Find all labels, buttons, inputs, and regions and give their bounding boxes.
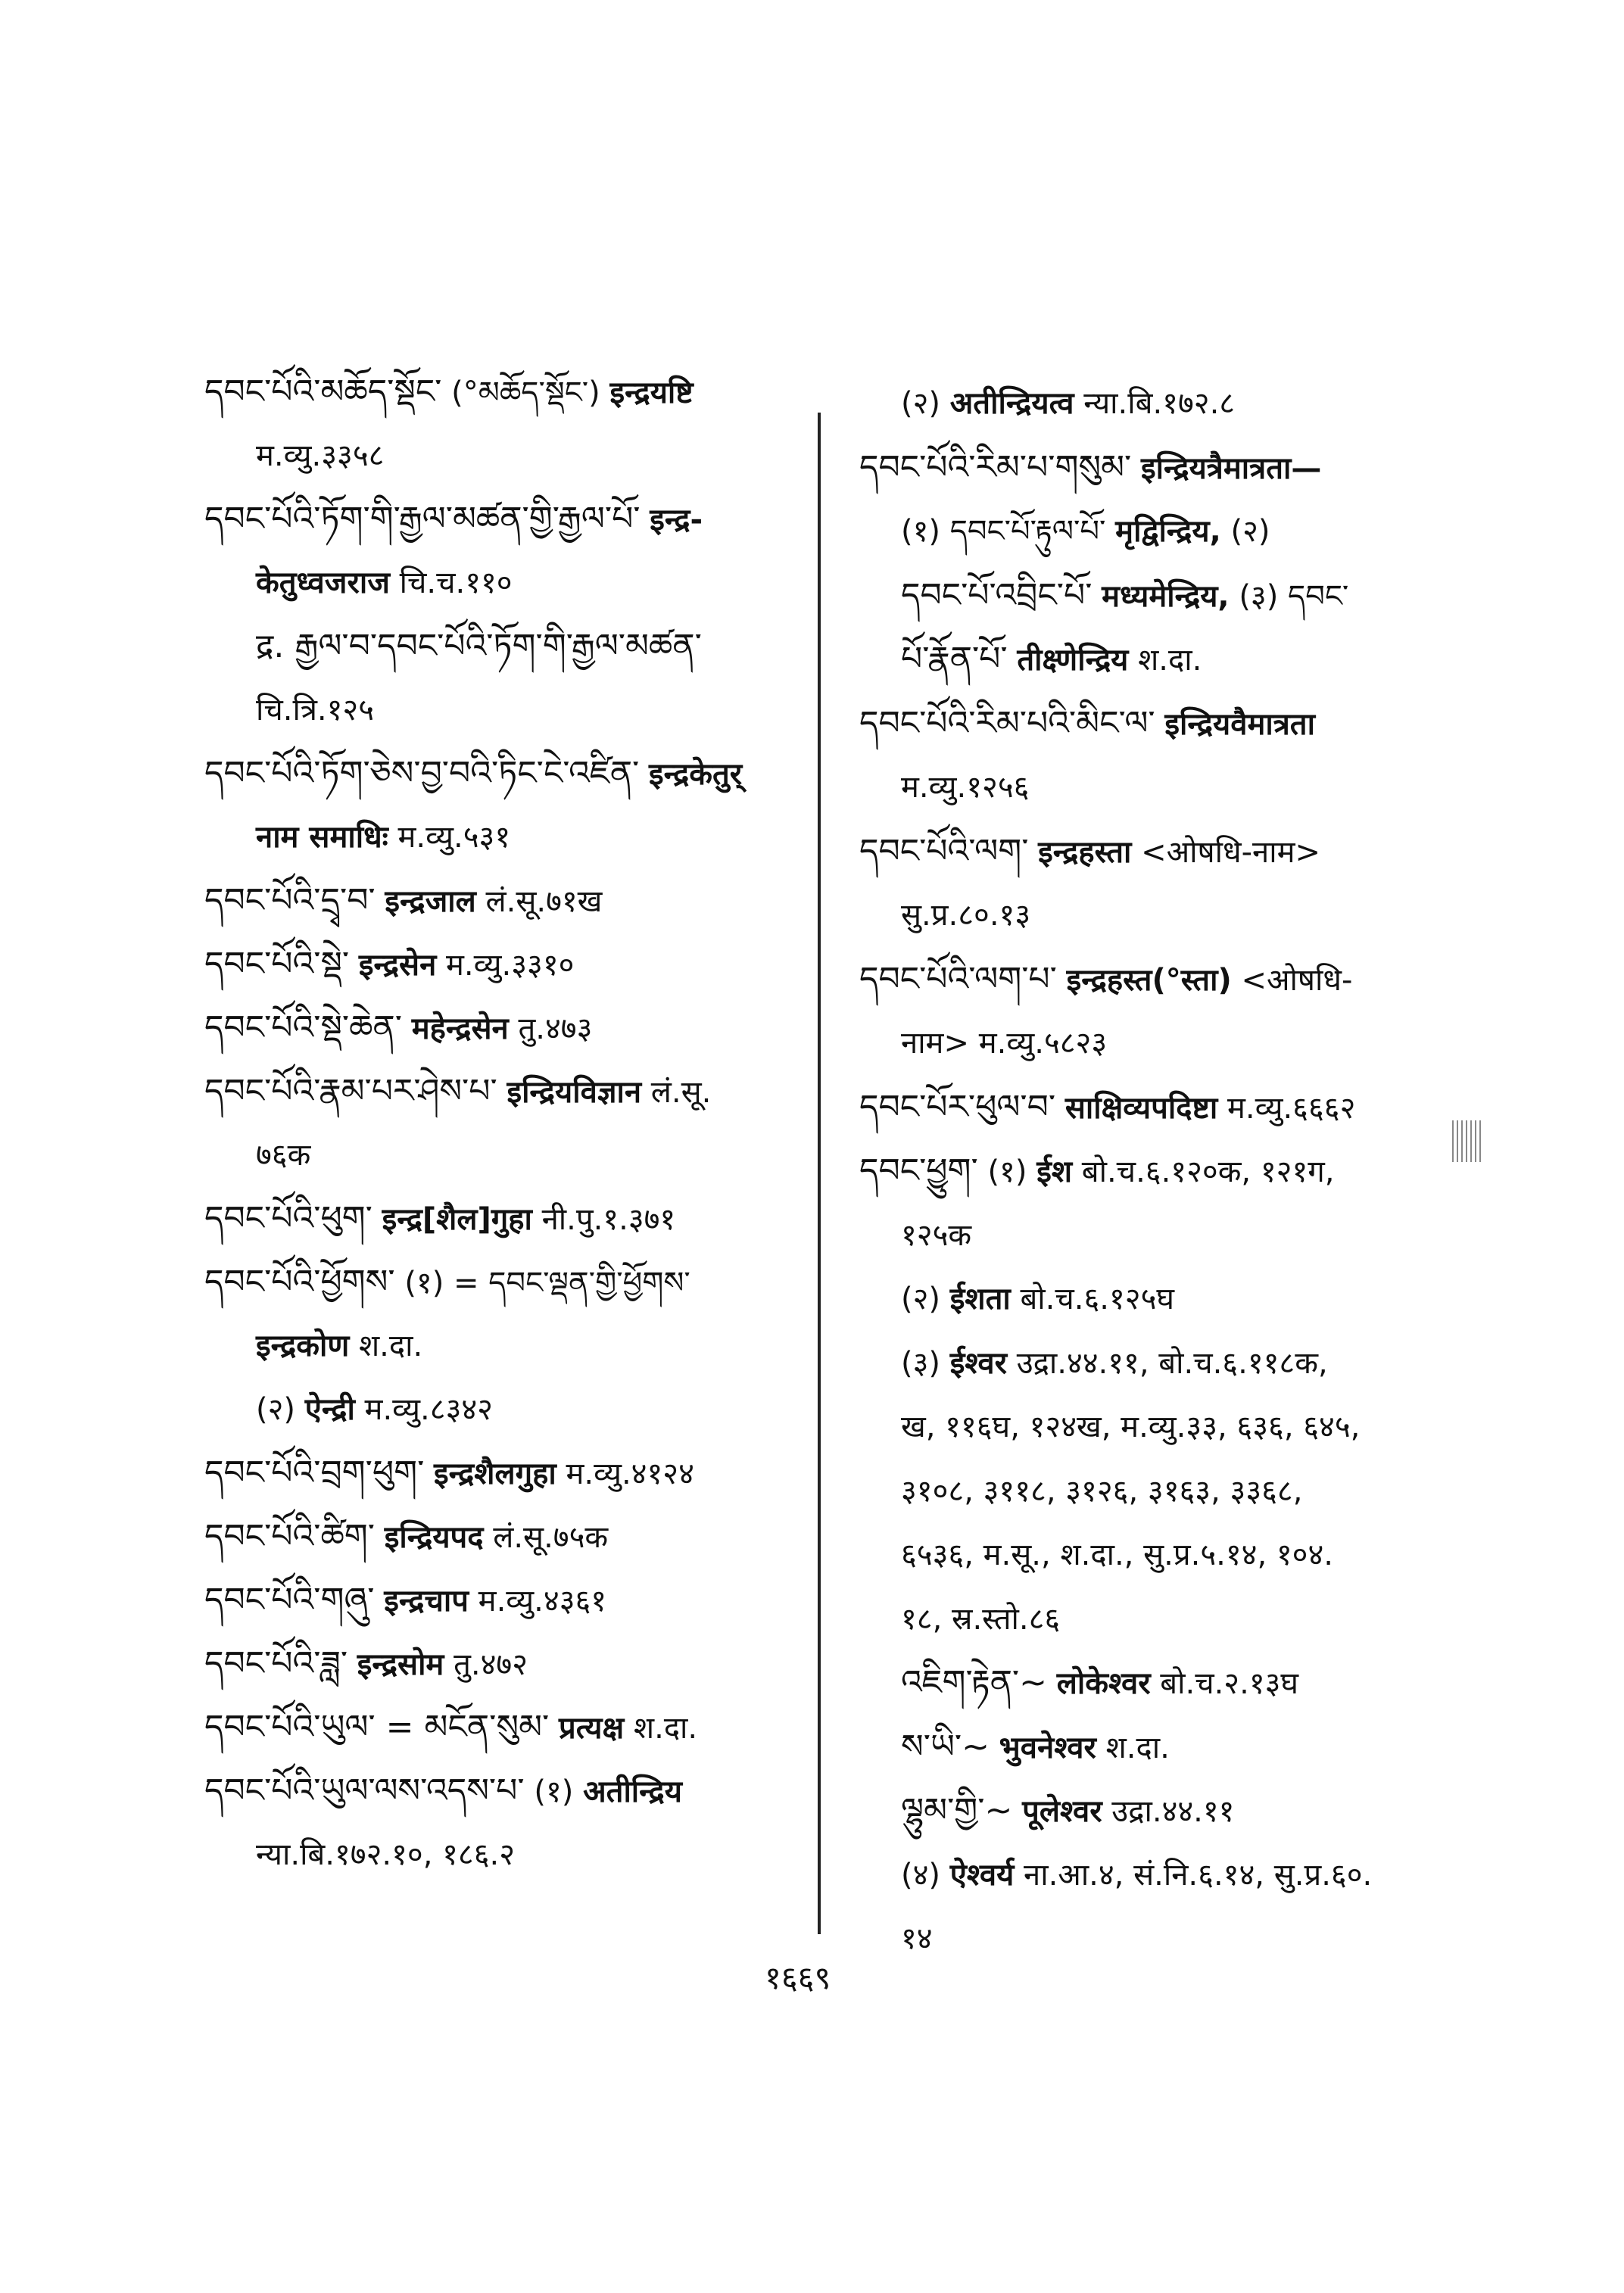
source-reference: चि.च.११० bbox=[399, 565, 513, 600]
sanskrit-equivalent: प्रत्यक्ष bbox=[558, 1711, 625, 1746]
sanskrit-equivalent: भुवनेश्वर bbox=[999, 1730, 1096, 1765]
source-reference: सु.प्र.८०.१३ bbox=[901, 898, 1031, 933]
entry-line bbox=[204, 1643, 528, 1686]
entry-line bbox=[901, 575, 1348, 618]
tibetan-headword: དབང་པོའི་ཟླ་ bbox=[204, 1644, 348, 1683]
entry-line bbox=[256, 1325, 422, 1367]
entry-line bbox=[256, 435, 384, 477]
sanskrit-equivalent: इन्द्रहस्ता bbox=[1038, 834, 1132, 870]
entry-line bbox=[204, 371, 694, 414]
source-reference: नी.पु.१.३७१ bbox=[541, 1202, 676, 1237]
tibetan-headword: དབང་པོའི་གཞུ་ bbox=[204, 1581, 375, 1619]
entry-line bbox=[901, 894, 1030, 936]
entry-line bbox=[859, 830, 1320, 874]
sanskrit-equivalent: इन्द्रकोण bbox=[256, 1329, 350, 1363]
entry-line bbox=[256, 562, 513, 604]
entry-marker: (१) bbox=[987, 1154, 1027, 1189]
tibetan-headword: དབང་པོའི་མཆོད་སྡོང་ bbox=[204, 372, 442, 411]
sanskrit-equivalent: इन्द्रियत्रैमात्रता— bbox=[1140, 450, 1322, 486]
entry-line bbox=[256, 1388, 493, 1431]
sanskrit-equivalent: इन्द्रयष्टि bbox=[609, 375, 694, 410]
source-reference: लं.सू. bbox=[650, 1075, 712, 1110]
source-reference: म.व्यु.३३५८ bbox=[256, 438, 385, 473]
tibetan-headword: དབང་པོའི་སྡེ་ཆེན་ bbox=[204, 1008, 403, 1047]
entry-marker: (२) bbox=[901, 1282, 941, 1316]
sanskrit-equivalent: महेन्द्रसेन bbox=[411, 1011, 509, 1046]
tibetan-headword: དབང་པོ་འབྲིང་པོ་ bbox=[901, 575, 1093, 615]
entry-line bbox=[901, 1470, 1302, 1513]
sanskrit-equivalent: लोकेश्वर bbox=[1056, 1666, 1151, 1701]
source-reference: ना.आ.४, सं.नि.६.१४, सु.प्र.६०. bbox=[1024, 1857, 1373, 1893]
sanskrit-equivalent: इन्द्रियवैमात्रता bbox=[1164, 706, 1315, 742]
entry-line bbox=[204, 880, 602, 923]
entry-line bbox=[204, 1261, 690, 1304]
sanskrit-equivalent: इन्द्रियविज्ञान bbox=[507, 1075, 642, 1110]
entry-line bbox=[204, 1452, 694, 1495]
entry-line bbox=[901, 766, 1029, 808]
sanskrit-equivalent: इन्द्रसोम bbox=[357, 1647, 444, 1682]
source-reference: ६५३६, म.सू., श.दा., सु.प्र.५.१४, १०४. bbox=[901, 1537, 1333, 1572]
source-reference: ख, ११६घ, १२४ख, म.व्यु.३३, ६३६, ६४५, bbox=[901, 1410, 1361, 1444]
source-reference: बो.च.६.१२०क, १२१ग, bbox=[1081, 1154, 1335, 1189]
sanskrit-equivalent: इन्द्रियपद bbox=[384, 1520, 484, 1555]
sanskrit-equivalent: अतीन्द्रियत्व bbox=[949, 386, 1074, 421]
entry-line bbox=[256, 689, 374, 731]
tibetan-headword: དབང་པོའི་ཡུལ་ལས་འདས་པ་ bbox=[204, 1771, 525, 1810]
entry-line bbox=[256, 816, 510, 858]
source-reference: तु.४७३ bbox=[518, 1011, 593, 1046]
entry-marker: (३) bbox=[901, 1345, 941, 1381]
entry-line bbox=[901, 1918, 933, 1960]
entry-line bbox=[901, 1022, 1107, 1064]
entry-line bbox=[901, 1726, 1170, 1769]
entry-line bbox=[859, 958, 1352, 1002]
source-reference: म.व्यु.४१२४ bbox=[566, 1456, 694, 1491]
source-reference: म.व्यु.८३४२ bbox=[364, 1392, 493, 1427]
source-reference: श.दा. bbox=[633, 1711, 698, 1746]
sanskrit-equivalent: ईश्वर bbox=[949, 1345, 1007, 1381]
source-reference: म.व्यु.४३६१ bbox=[478, 1584, 607, 1618]
sanskrit-equivalent: इन्द्रजाल bbox=[385, 884, 476, 919]
source-reference: म.व्यु.१२५६ bbox=[901, 770, 1030, 805]
source-reference: न्या.बि.१७२.८ bbox=[1083, 386, 1236, 421]
entry-line bbox=[859, 447, 1321, 490]
column-divider bbox=[818, 413, 821, 1934]
entry-marker: (°མཆོད་སྡོང་) bbox=[451, 375, 600, 410]
source-reference: बो.च.६.१२५घ bbox=[1020, 1282, 1175, 1316]
entry-line bbox=[256, 1134, 310, 1176]
sanskrit-equivalent: ऐश्वर्य bbox=[949, 1857, 1015, 1893]
tibetan-headword: དབང་པོའི་རིམ་པ་གསུམ་ bbox=[859, 447, 1132, 487]
sanskrit-equivalent: इन्द्रशैलगुहा bbox=[434, 1456, 556, 1491]
source-reference: <ओषधि- bbox=[1241, 962, 1353, 998]
sanskrit-equivalent: अतीन्द्रिय bbox=[583, 1774, 682, 1809]
source-reference: १२५क bbox=[901, 1217, 972, 1253]
source-reference: १४ bbox=[901, 1921, 933, 1956]
entry-marker: (१) = དབང་ལྡན་གྱི་ཕྱོགས་ bbox=[404, 1266, 690, 1301]
entry-line bbox=[901, 1342, 1328, 1385]
entry-line bbox=[204, 1706, 697, 1749]
page-number: १६६९ bbox=[765, 1959, 831, 1996]
tibetan-headword: द्र. རྒྱལ་བ་དབང་པོའི་ཏོག་གི་རྒྱལ་མཚན་ bbox=[256, 627, 702, 665]
source-reference: श.दा. bbox=[1138, 643, 1202, 678]
sanskrit-equivalent: ईशता bbox=[949, 1282, 1011, 1316]
source-reference: चि.त्रि.१२५ bbox=[256, 693, 375, 727]
source-reference: तु.४७२ bbox=[454, 1647, 528, 1682]
source-reference: श.दा. bbox=[1105, 1730, 1170, 1765]
entry-line bbox=[256, 1833, 515, 1876]
entry-line bbox=[204, 498, 703, 541]
entry-line bbox=[204, 1070, 711, 1114]
source-reference: (२) bbox=[1230, 514, 1270, 549]
tibetan-headword: དབང་པོར་ཕུལ་བ་ bbox=[859, 1087, 1056, 1126]
entry-line bbox=[901, 1214, 971, 1257]
source-reference: उद्रा.४४.११ bbox=[1111, 1794, 1235, 1829]
source-reference: म.व्यु.५३१ bbox=[397, 820, 511, 855]
sanskrit-equivalent: नाम समाधिः bbox=[256, 820, 388, 855]
entry-line bbox=[901, 1406, 1360, 1448]
tibetan-headword: དབང་པོའི་སྡེ་ bbox=[204, 945, 350, 983]
margin-scan-mark bbox=[1452, 1120, 1481, 1162]
source-reference: ७६क bbox=[256, 1138, 311, 1173]
source-reference: न्या.बि.१७२.१०, १८६.२ bbox=[256, 1837, 516, 1872]
entry-line bbox=[204, 1770, 682, 1813]
entry-line bbox=[901, 1598, 1060, 1640]
source-reference: १८, स्र.स्तो.८६ bbox=[901, 1601, 1061, 1637]
sanskrit-equivalent: ईश bbox=[1036, 1154, 1073, 1189]
sanskrit-equivalent: इन्द्रसेन bbox=[358, 948, 437, 983]
entry-marker: (२) bbox=[901, 386, 941, 421]
tibetan-headword: ས་ཡི་~ bbox=[901, 1727, 990, 1766]
entry-line bbox=[901, 382, 1235, 425]
tibetan-headword: དབང་ཕྱུག་ bbox=[859, 1151, 978, 1190]
entry-line bbox=[901, 638, 1202, 681]
entry-marker: (१) bbox=[534, 1774, 574, 1809]
sanskrit-equivalent: मध्यमेन्द्रिय, bbox=[1102, 578, 1230, 614]
tibetan-headword: དབང་པོའི་ཚིག་ bbox=[204, 1517, 376, 1556]
entry-line bbox=[859, 703, 1315, 746]
sanskrit-equivalent: मृद्विन्द्रिय, bbox=[1115, 514, 1221, 549]
sanskrit-equivalent: इन्द्रकेतुर् bbox=[649, 757, 743, 792]
sanskrit-equivalent: इन्द्र- bbox=[650, 503, 703, 537]
entry-line bbox=[204, 943, 574, 986]
source-reference: <ओषधि-नाम> bbox=[1141, 834, 1321, 870]
tibetan-headword: དབང་པོའི་ཏོག་གི་རྒྱལ་མཚན་གྱི་རྒྱལ་པོ་ bbox=[204, 500, 641, 538]
tibetan-headword: དབང་པོའི་ཕུག་ bbox=[204, 1199, 372, 1238]
tibetan-headword: དབང་པོའི་ཡུལ་ = མངོན་སུམ་ bbox=[204, 1708, 550, 1746]
tibetan-headword: དབང་པོའི་རྣམ་པར་ཤེས་པ་ bbox=[204, 1072, 497, 1111]
sanskrit-equivalent: केतुध्वजराज bbox=[256, 565, 390, 600]
entry-line bbox=[901, 1854, 1372, 1896]
tibetan-headword: དབང་པོའི་རིམ་པའི་མིང་ལ་ bbox=[859, 703, 1155, 743]
source-reference: लं.सू.७५क bbox=[493, 1520, 609, 1555]
sanskrit-equivalent: ऐन्द्री bbox=[304, 1392, 355, 1427]
entry-line bbox=[204, 1579, 606, 1622]
sanskrit-equivalent: इन्द्र[शैल]गुहा bbox=[382, 1202, 532, 1237]
entry-line bbox=[901, 1534, 1333, 1576]
source-reference: श.दा. bbox=[358, 1329, 423, 1363]
source-reference: लं.सू.७१ख bbox=[485, 884, 603, 919]
tibetan-headword: དབང་པོའི་དྲྭ་བ་ bbox=[204, 881, 376, 920]
tibetan-headword: དབང་པོའི་ལག་པ་ bbox=[859, 959, 1057, 999]
entry-line bbox=[204, 1007, 592, 1050]
tibetan-headword: ལྷུམ་གྱི་~ bbox=[901, 1791, 1013, 1830]
tibetan-headword: འཇིག་རྟེན་~ bbox=[901, 1663, 1048, 1702]
sanskrit-equivalent: पूलेश्वर bbox=[1022, 1794, 1102, 1829]
source-reference: म.व्यु.६६६२ bbox=[1227, 1090, 1356, 1126]
source-reference: (३) དབང་ bbox=[1239, 578, 1349, 614]
entry-marker: (२) bbox=[256, 1392, 296, 1427]
sanskrit-equivalent: इन्द्रचाप bbox=[384, 1584, 469, 1618]
sanskrit-equivalent: इन्द्रहस्त(°स्ता) bbox=[1066, 962, 1232, 998]
entry-marker: (४) bbox=[901, 1857, 941, 1893]
entry-line bbox=[901, 1662, 1298, 1705]
entry-line bbox=[204, 1198, 675, 1241]
entry-line bbox=[901, 510, 1270, 553]
tibetan-headword: དབང་པོའི་ཏོག་ཅེས་བྱ་བའི་ཏིང་ངེ་འཛིན་ bbox=[204, 754, 640, 793]
entry-line bbox=[204, 1516, 608, 1559]
entry-line bbox=[859, 1086, 1355, 1129]
source-reference: नाम> म.व्यु.५८२३ bbox=[901, 1026, 1108, 1061]
source-reference: म.व्यु.३३१० bbox=[446, 948, 575, 983]
entry-line bbox=[256, 625, 702, 668]
sanskrit-equivalent: तीक्ष्णेन्द्रिय bbox=[1017, 643, 1129, 678]
entry-line bbox=[859, 1150, 1334, 1193]
tibetan-headword: པོ་རྣོན་པོ་ bbox=[901, 640, 1008, 678]
source-reference: ३१०८, ३११८, ३१२६, ३१६३, ३३६८, bbox=[901, 1473, 1303, 1509]
sanskrit-equivalent: साक्षिव्यपदिष्टा bbox=[1064, 1090, 1218, 1126]
tibetan-headword: དབང་པོའི་བྲག་ཕུག་ bbox=[204, 1453, 425, 1492]
entry-line bbox=[204, 752, 742, 796]
entry-marker: (१) དབང་པོ་རྟུལ་པོ་ bbox=[901, 514, 1106, 549]
entry-line bbox=[901, 1790, 1234, 1833]
entry-line bbox=[901, 1278, 1174, 1320]
tibetan-headword: དབང་པོའི་ཕྱོགས་ bbox=[204, 1263, 395, 1301]
source-reference: बो.च.२.१३घ bbox=[1160, 1666, 1299, 1701]
tibetan-headword: དབང་པོའི་ལག་ bbox=[859, 831, 1029, 871]
source-reference: उद्रा.४४.११, बो.च.६.११८क, bbox=[1016, 1345, 1328, 1381]
